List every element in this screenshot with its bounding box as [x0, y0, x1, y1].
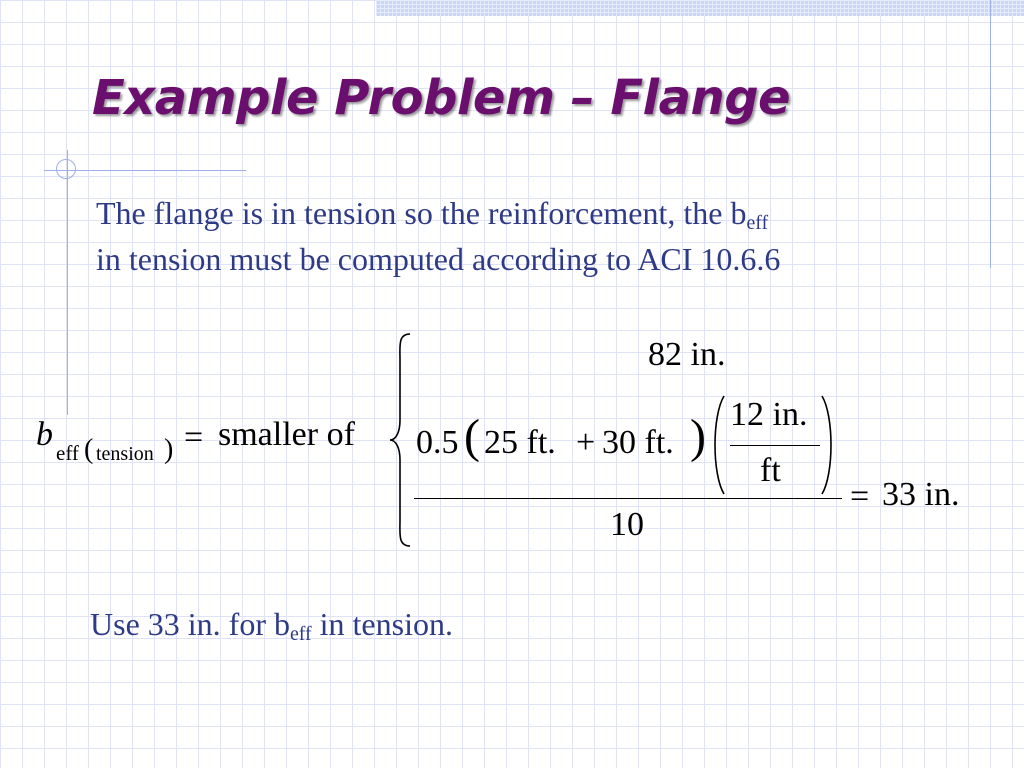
main-fraction-bar — [414, 498, 842, 499]
decorative-top-bar — [376, 0, 1024, 16]
big-paren-open-icon — [706, 394, 728, 496]
option-1-value: 82 in. — [648, 336, 726, 373]
lhs-symbol: b — [36, 416, 53, 453]
paren-close: ) — [690, 410, 706, 463]
smaller-of-label: smaller of — [218, 416, 355, 453]
intro-beff-subscript: eff — [746, 211, 769, 234]
lhs-paren-open: ( — [84, 434, 94, 465]
main-denominator: 10 — [610, 506, 644, 543]
term-2: 30 ft. — [602, 424, 674, 461]
big-paren-close-icon — [818, 394, 840, 496]
slide-title: Example Problem – Flange — [92, 70, 791, 126]
result-equals: = — [850, 478, 870, 515]
conversion-denominator: ft — [760, 452, 781, 489]
decorative-right-line — [990, 0, 991, 268]
conclusion-suffix: in tension. — [311, 606, 453, 642]
conversion-fraction-bar — [730, 445, 820, 446]
intro-line1-text: The flange is in tension so the reinforcement, the b — [96, 195, 747, 231]
coefficient: 0.5 — [416, 424, 459, 461]
lhs-equals: = — [184, 419, 204, 456]
decorative-left-line — [67, 150, 68, 415]
lhs-paren-content: tension — [96, 443, 154, 465]
conclusion-prefix: Use 33 in. for b — [90, 606, 290, 642]
conclusion-beff-subscript: eff — [289, 622, 312, 645]
conclusion-text — [90, 606, 453, 643]
lhs-paren-close: ) — [164, 434, 174, 465]
term-1: 25 ft. — [484, 424, 556, 461]
plus-sign: + — [576, 424, 596, 461]
decorative-circle-icon — [56, 159, 76, 179]
paren-open: ( — [464, 410, 480, 463]
result-value: 33 in. — [882, 476, 960, 513]
conversion-numerator: 12 in. — [730, 396, 808, 433]
intro-line2-text: in tension must be computed according to ACI 10.6.6 — [96, 241, 781, 277]
intro-text — [96, 190, 976, 282]
curly-brace-icon — [386, 330, 416, 550]
lhs-subscript: eff — [56, 441, 79, 465]
